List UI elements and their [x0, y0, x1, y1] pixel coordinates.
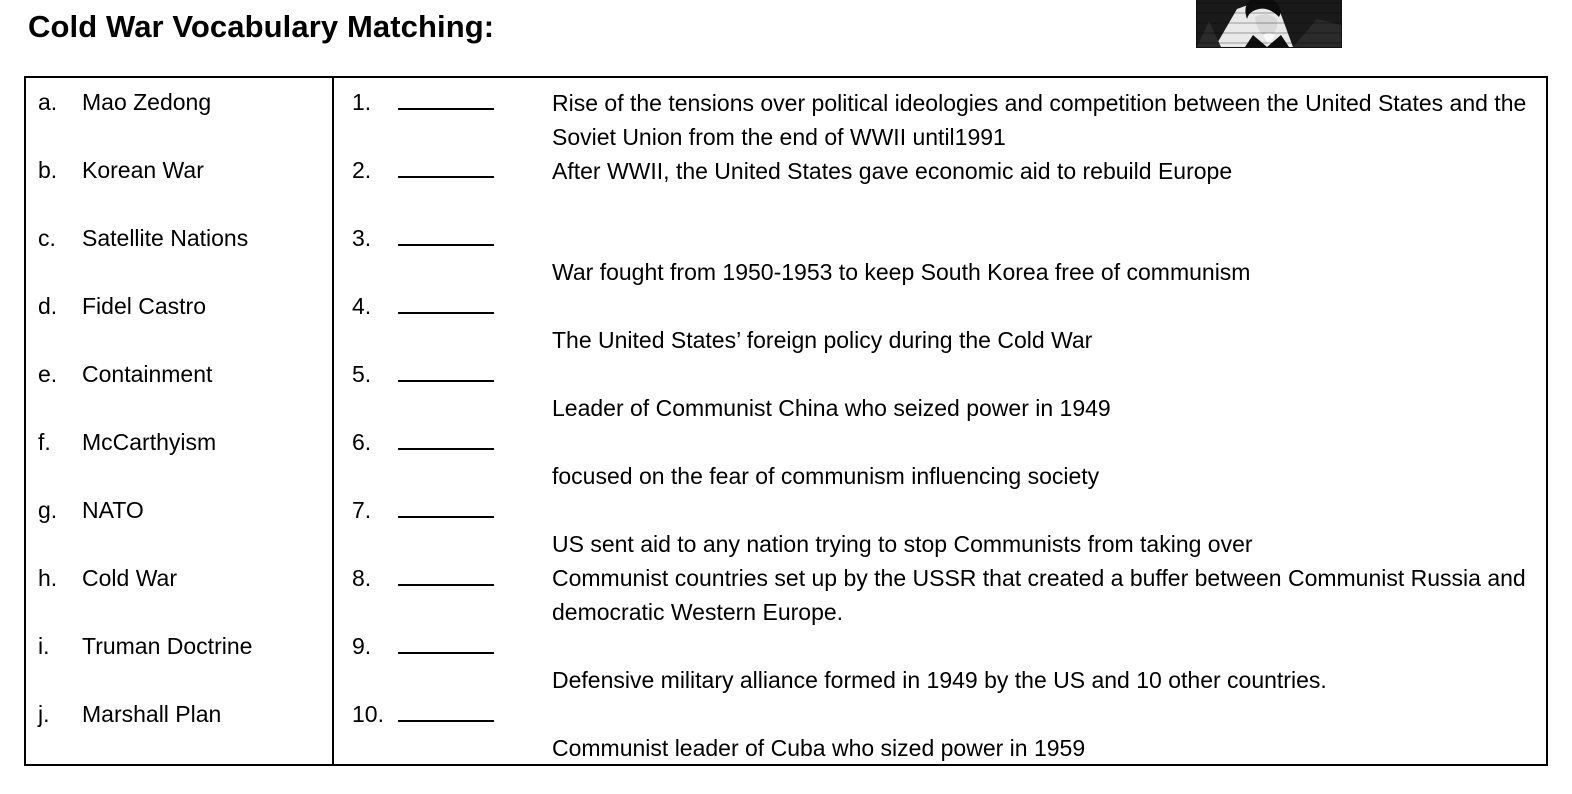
answer-number: 1.: [352, 89, 372, 115]
definition-text: Rise of the tensions over political ideologies and competition between the United States and the Soviet Union from the end of WWII until1991: [552, 90, 1527, 150]
answer-number: 2.: [352, 157, 372, 183]
term-letter: f.: [38, 429, 51, 455]
term-row: [26, 700, 332, 768]
definition-text: After WWII, the United States gave economic aid to rebuild Europe: [552, 158, 1233, 184]
answer-row: [334, 88, 526, 156]
answer-number: 8.: [352, 565, 372, 591]
term-letter: i.: [38, 633, 50, 659]
answer-row: [334, 224, 526, 292]
definition-text: The United States’ foreign policy during the Cold War: [552, 327, 1093, 353]
term-label: Containment: [82, 361, 213, 387]
term-label: Satellite Nations: [82, 225, 249, 251]
answer-blank[interactable]: [398, 496, 494, 518]
terms-column: [26, 78, 334, 764]
answer-row: [334, 360, 526, 428]
term-letter: e.: [38, 361, 58, 387]
definition-text: focused on the fear of communism influencing society: [552, 463, 1100, 489]
term-letter: h.: [38, 565, 58, 591]
definition-text: Communist countries set up by the USSR that created a buffer between Communist Russia and democratic Western Europe.: [552, 565, 1526, 625]
term-label: Mao Zedong: [82, 89, 212, 115]
answer-row: [334, 632, 526, 700]
term-letter: c.: [38, 225, 56, 251]
matching-table: [24, 76, 1548, 766]
term-letter: b.: [38, 157, 58, 183]
term-label: Cold War: [82, 565, 177, 591]
answer-number: 9.: [352, 633, 372, 659]
answer-number: 10.: [352, 701, 384, 727]
term-letter: d.: [38, 293, 58, 319]
term-row: [26, 564, 332, 632]
answer-blank[interactable]: [398, 360, 494, 382]
answer-number: 4.: [352, 293, 372, 319]
answer-row: [334, 156, 526, 224]
term-label: Marshall Plan: [82, 701, 222, 727]
term-row: [26, 156, 332, 224]
term-row: [26, 632, 332, 700]
term-row: [26, 428, 332, 496]
answer-blank[interactable]: [398, 292, 494, 314]
answer-number: 5.: [352, 361, 372, 387]
term-letter: a.: [38, 89, 58, 115]
term-row: [26, 224, 332, 292]
answer-row: [334, 496, 526, 564]
answer-blank[interactable]: [398, 564, 494, 586]
answer-number: 6.: [352, 429, 372, 455]
portrait-illustration: [1197, 0, 1341, 47]
answer-blank[interactable]: [398, 156, 494, 178]
answer-row: [334, 700, 526, 768]
page-title: Cold War Vocabulary Matching:: [28, 9, 495, 44]
term-label: NATO: [82, 497, 144, 523]
answer-blank[interactable]: [398, 700, 494, 722]
answer-blank[interactable]: [398, 224, 494, 246]
answer-row: [334, 564, 526, 632]
term-letter: j.: [38, 701, 50, 727]
term-letter: g.: [38, 497, 58, 523]
definition-text: Defensive military alliance formed in 1949 by the US and 10 other countries.: [552, 667, 1327, 693]
definition-text: US sent aid to any nation trying to stop Communists from taking over: [552, 531, 1253, 557]
term-label: McCarthyism: [82, 429, 217, 455]
answer-row: [334, 428, 526, 496]
term-label: Korean War: [82, 157, 204, 183]
definition-text: War fought from 1950-1953 to keep South Korea free of communism: [552, 259, 1251, 285]
answer-row: [334, 292, 526, 360]
answer-blank[interactable]: [398, 632, 494, 654]
answer-number: 7.: [352, 497, 372, 523]
term-row: [26, 360, 332, 428]
term-label: Fidel Castro: [82, 293, 206, 319]
answer-blank[interactable]: [398, 428, 494, 450]
definition-text: Communist leader of Cuba who sized power in 1959: [552, 735, 1086, 761]
term-row: [26, 88, 332, 156]
term-label: Truman Doctrine: [82, 633, 253, 659]
term-row: [26, 292, 332, 360]
answer-blanks-column: [334, 78, 526, 764]
answer-blank[interactable]: [398, 88, 494, 110]
term-row: [26, 496, 332, 564]
answer-number: 3.: [352, 225, 372, 251]
header-photo: [1196, 0, 1342, 48]
definitions-column: [526, 78, 1546, 764]
definition-text: Leader of Communist China who seized power in 1949: [552, 395, 1111, 421]
